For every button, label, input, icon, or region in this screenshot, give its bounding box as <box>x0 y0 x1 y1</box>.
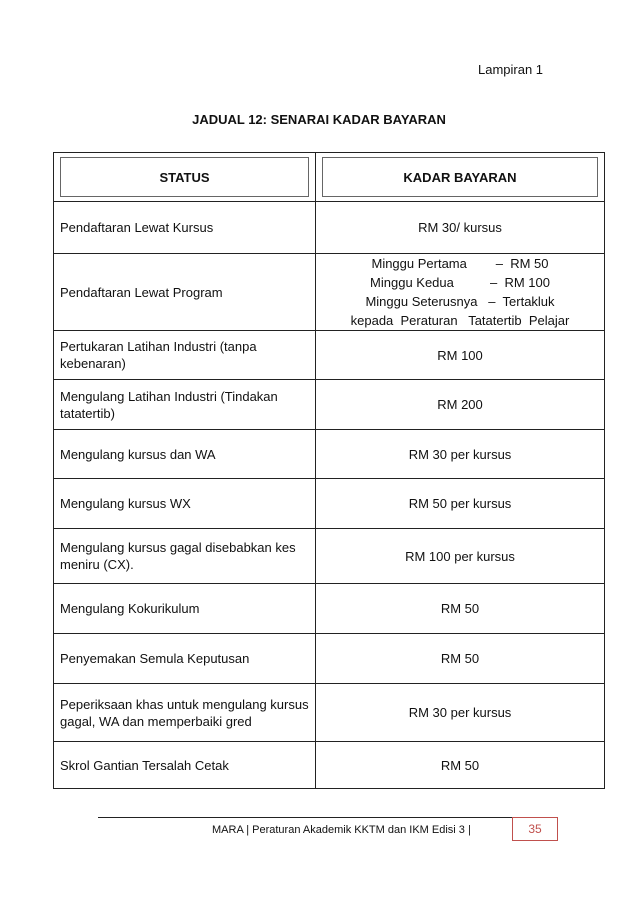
table-row <box>54 254 605 331</box>
table-row <box>54 529 605 584</box>
status-cell: Mengulang Kokurikulum <box>54 584 316 634</box>
status-cell: Penyemakan Semula Keputusan <box>54 634 316 684</box>
status-cell: Pendaftaran Lewat Program <box>54 254 316 331</box>
table-row <box>54 331 605 380</box>
rate-line-week3: Minggu Seterusnya – Tertakluk <box>365 294 555 309</box>
table-header-row <box>54 153 605 202</box>
rate-cell: RM 100 per kursus <box>316 529 605 584</box>
header-status-label: STATUS <box>60 157 309 197</box>
rate-cell: RM 50 per kursus <box>316 479 605 529</box>
footer-divider <box>98 817 558 818</box>
table-row <box>54 584 605 634</box>
rate-cell: RM 50 <box>316 584 605 634</box>
page-number: 35 <box>512 817 558 841</box>
status-cell: Mengulang kursus dan WA <box>54 430 316 479</box>
table-row <box>54 202 605 254</box>
rate-line-week1: Minggu Pertama – RM 50 <box>371 256 549 271</box>
table-row <box>54 742 605 789</box>
table-title: JADUAL 12: SENARAI KADAR BAYARAN <box>192 112 446 127</box>
rate-cell: RM 30 per kursus <box>316 430 605 479</box>
rate-line-week2: Minggu Kedua – RM 100 <box>370 275 550 290</box>
rate-cell: RM 200 <box>316 380 605 430</box>
status-cell: Pendaftaran Lewat Kursus <box>54 202 316 254</box>
rate-cell: RM 100 <box>316 331 605 380</box>
table-row <box>54 684 605 742</box>
rate-cell <box>316 254 605 331</box>
table-row <box>54 634 605 684</box>
status-cell: Skrol Gantian Tersalah Cetak <box>54 742 316 789</box>
status-cell: Pertukaran Latihan Industri (tanpa kebenaran) <box>54 331 316 380</box>
appendix-label: Lampiran 1 <box>478 62 544 77</box>
table-row <box>54 380 605 430</box>
status-cell: Mengulang kursus WX <box>54 479 316 529</box>
status-cell: Mengulang Latihan Industri (Tindakan tatatertib) <box>54 380 316 430</box>
fee-table <box>53 152 605 789</box>
header-cell-rate <box>316 153 605 202</box>
footer-text: MARA | Peraturan Akademik KKTM dan IKM Edisi 3 | <box>212 824 471 836</box>
rate-cell: RM 50 <box>316 742 605 789</box>
header-cell-status <box>54 153 316 202</box>
table-row <box>54 479 605 529</box>
status-cell: Mengulang kursus gagal disebabkan kes meniru (CX). <box>54 529 316 584</box>
rate-cell: RM 50 <box>316 634 605 684</box>
rate-cell: RM 30 per kursus <box>316 684 605 742</box>
rate-line-week4: kepada Peraturan Tatatertib Pelajar <box>350 313 570 328</box>
table-row <box>54 430 605 479</box>
header-rate-label: KADAR BAYARAN <box>322 157 598 197</box>
rate-cell: RM 30/ kursus <box>316 202 605 254</box>
status-cell: Peperiksaan khas untuk mengulang kursus gagal, WA dan memperbaiki gred <box>54 684 316 742</box>
